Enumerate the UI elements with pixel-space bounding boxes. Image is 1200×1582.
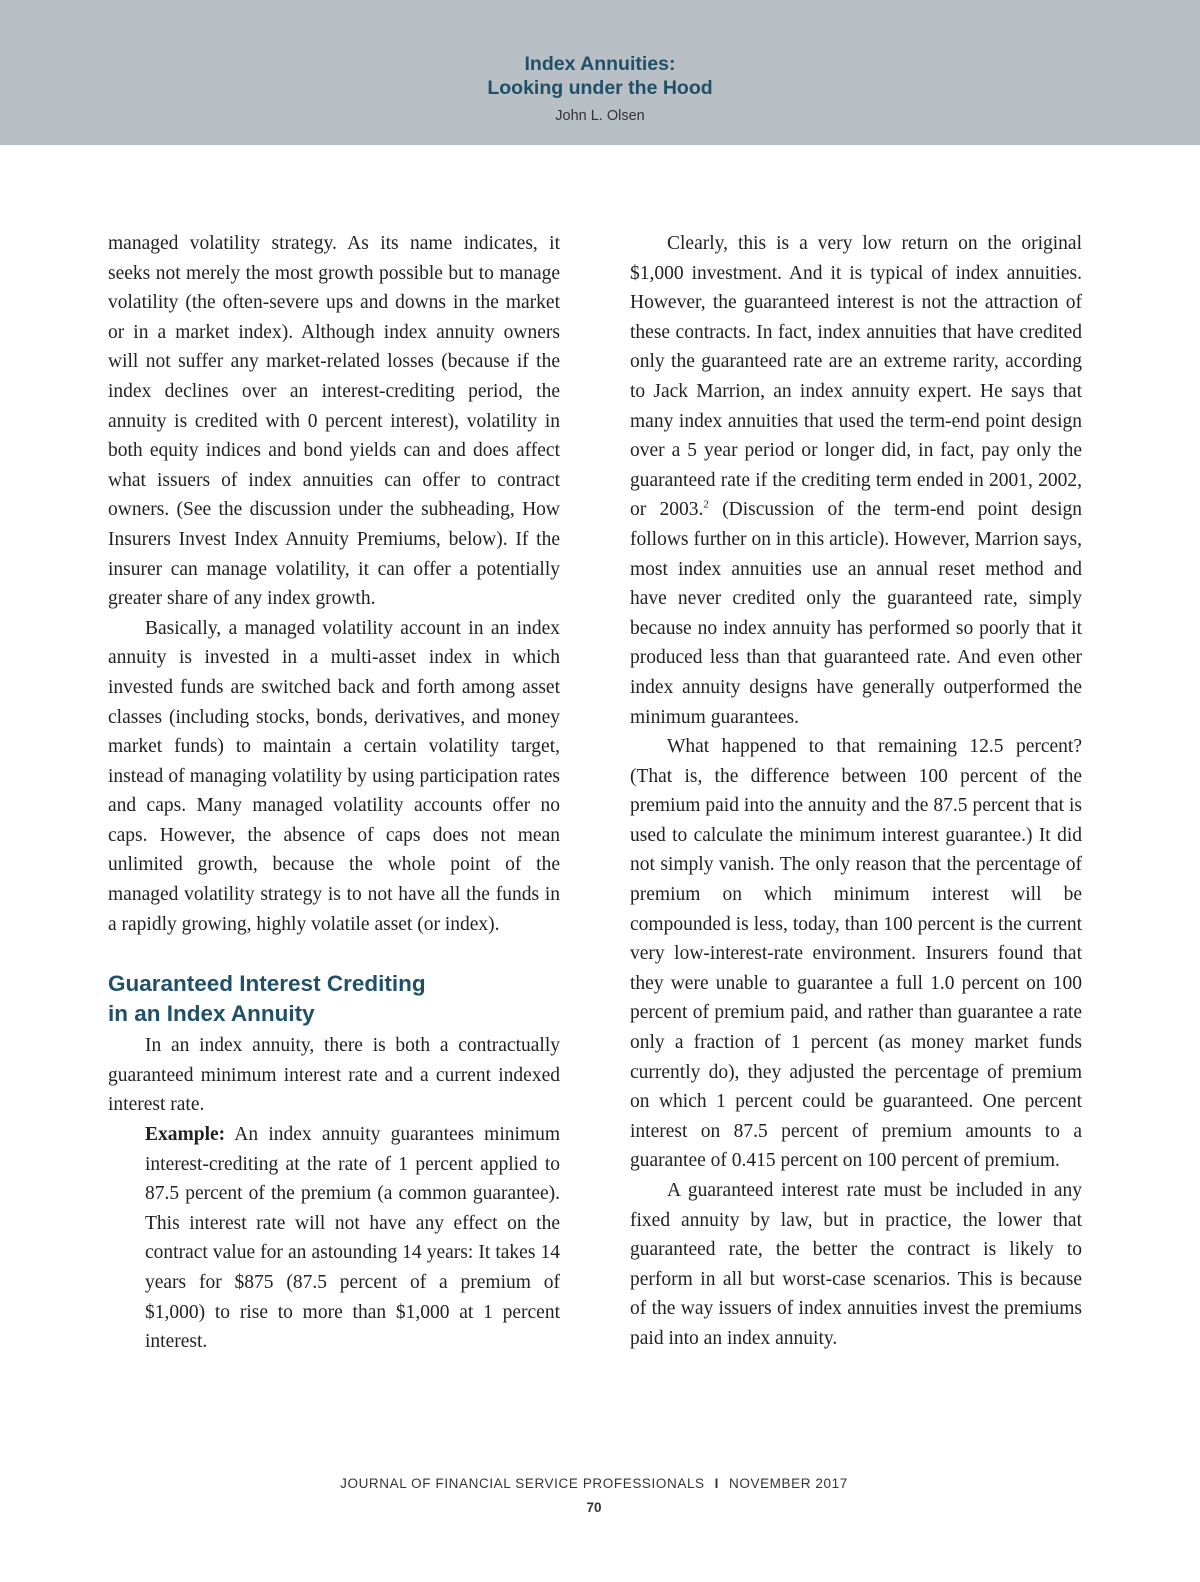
example-block (108, 1120, 560, 1357)
footer-journal-line (0, 1476, 1188, 1491)
page-number: 70 (586, 1500, 602, 1515)
section-heading-line2: in an Index Annuity (108, 1001, 315, 1027)
right-column (630, 229, 1082, 1354)
section-heading (108, 969, 560, 1029)
section-heading-line1: Guaranteed Interest Crediting (108, 971, 426, 997)
paragraph: Basically, a managed volatility account in an index annuity is invested in a multi-asset index in which invested funds are switched back and forth among asset classes (including stocks, bonds, derivatives, and money market funds) to maintain a certain volatility target, instead of managing volatility by using participation rates and caps. Many managed volatility accounts offer no caps. However, the absence of caps does not mean unlimited growth, because the whole point of the managed volatility strategy is to not have all the funds in a rapidly growing, highly volatile asset (or index). (108, 617, 560, 935)
journal-name: JOURNAL OF FINANCIAL SERVICE PROFESSIONALS (340, 1476, 705, 1491)
paragraph: A guaranteed interest rate must be included in any fixed annuity by law, but in practice, the lower that guaranteed rate, the better the contract is likely to perform in all but worst-case scenarios. This is because of the way issuers of index annuities invest the premiums paid into an index annuity. (630, 1180, 1082, 1349)
paragraph-text: Clearly, this is a very low return on the original $1,000 investment. And it is typical of index annuities. However, the guaranteed interest is not the attraction of these contracts. In fact, index annuities that have credited only the guaranteed rate are an extreme rarity, according to Jack Marrion, an index annuity expert. He says that many index annuities that used the term-end point design over a 5 year period or longer did, in fact, pay only the guaranteed rate if the crediting term ended in 2001, 2002, or 2003. (630, 233, 1082, 521)
example-text: An index annuity guarantees minimum interest-crediting at the rate of 1 percent applied to 87.5 percent of the premium (a common guarantee). This interest rate will not have any effect on the contract value for an astounding 14 years: It takes 14 years for $875 (87.5 percent of a premium of $1,000) to rise to more than $1,000 at 1 percent interest. (145, 1124, 560, 1353)
paragraph: What happened to that remaining 12.5 percent? (That is, the difference between 100 percent of the premium paid into the annuity and the 87.5 percent that is used to calculate the minimum interest guarantee.) It did not simply vanish. The only reason that the percentage of premium on which minimum interest will be compounded is less, today, than 100 percent is the current very low-interest-rate environment. Insurers found that they were unable to guarantee a full 1.0 percent on 100 percent of premium paid, and rather than guarantee a rate only a fraction of 1 percent (as money market funds currently do), they adjusted the percentage of premium on which 1 percent could be guaranteed. One percent interest on 87.5 percent of premium amounts to a guarantee of 0.415 percent on 100 percent of premium. (630, 736, 1082, 1172)
footnote-marker: 2 (703, 498, 709, 511)
article-title-line2: Looking under the Hood (487, 77, 713, 99)
issue-date: NOVEMBER 2017 (729, 1476, 848, 1491)
paragraph-text: (Discussion of the term-end point design follows further on in this article). However, Marrion says, most index annuities use an annual reset method and have never credited only the guaranteed rate, simply because no index annuity has performed so poorly that it produced less than that guaranteed rate. And even other index annuity designs have generally outperformed the minimum guarantees. (630, 499, 1082, 728)
paragraph: In an index annuity, there is both a contractually guaranteed minimum interest rate and a current indexed interest rate. (108, 1035, 560, 1116)
paragraph (630, 229, 1082, 732)
article-title-line1: Index Annuities: (524, 53, 676, 75)
example-label: Example: (145, 1124, 226, 1146)
left-column (108, 229, 560, 1357)
paragraph: managed volatility strategy. As its name indicates, it seeks not merely the most growth possible but to manage volatility (the often-severe ups and downs in the market or in a market index). Although index annuity owners will not suffer any market-related losses (because if the index declines over an interest-crediting period, the annuity is credited with 0 percent interest), volatility in both equity indices and bond yields can and does affect what issuers of index annuities can offer to contract owners. (See the discussion under the subheading, How Insurers Invest Index Annuity Premiums, below). If the insurer can manage volatility, it can offer a potentially greater share of any index growth. (108, 233, 560, 610)
footer-separator: I (714, 1476, 720, 1491)
article-author: John L. Olsen (555, 108, 645, 124)
